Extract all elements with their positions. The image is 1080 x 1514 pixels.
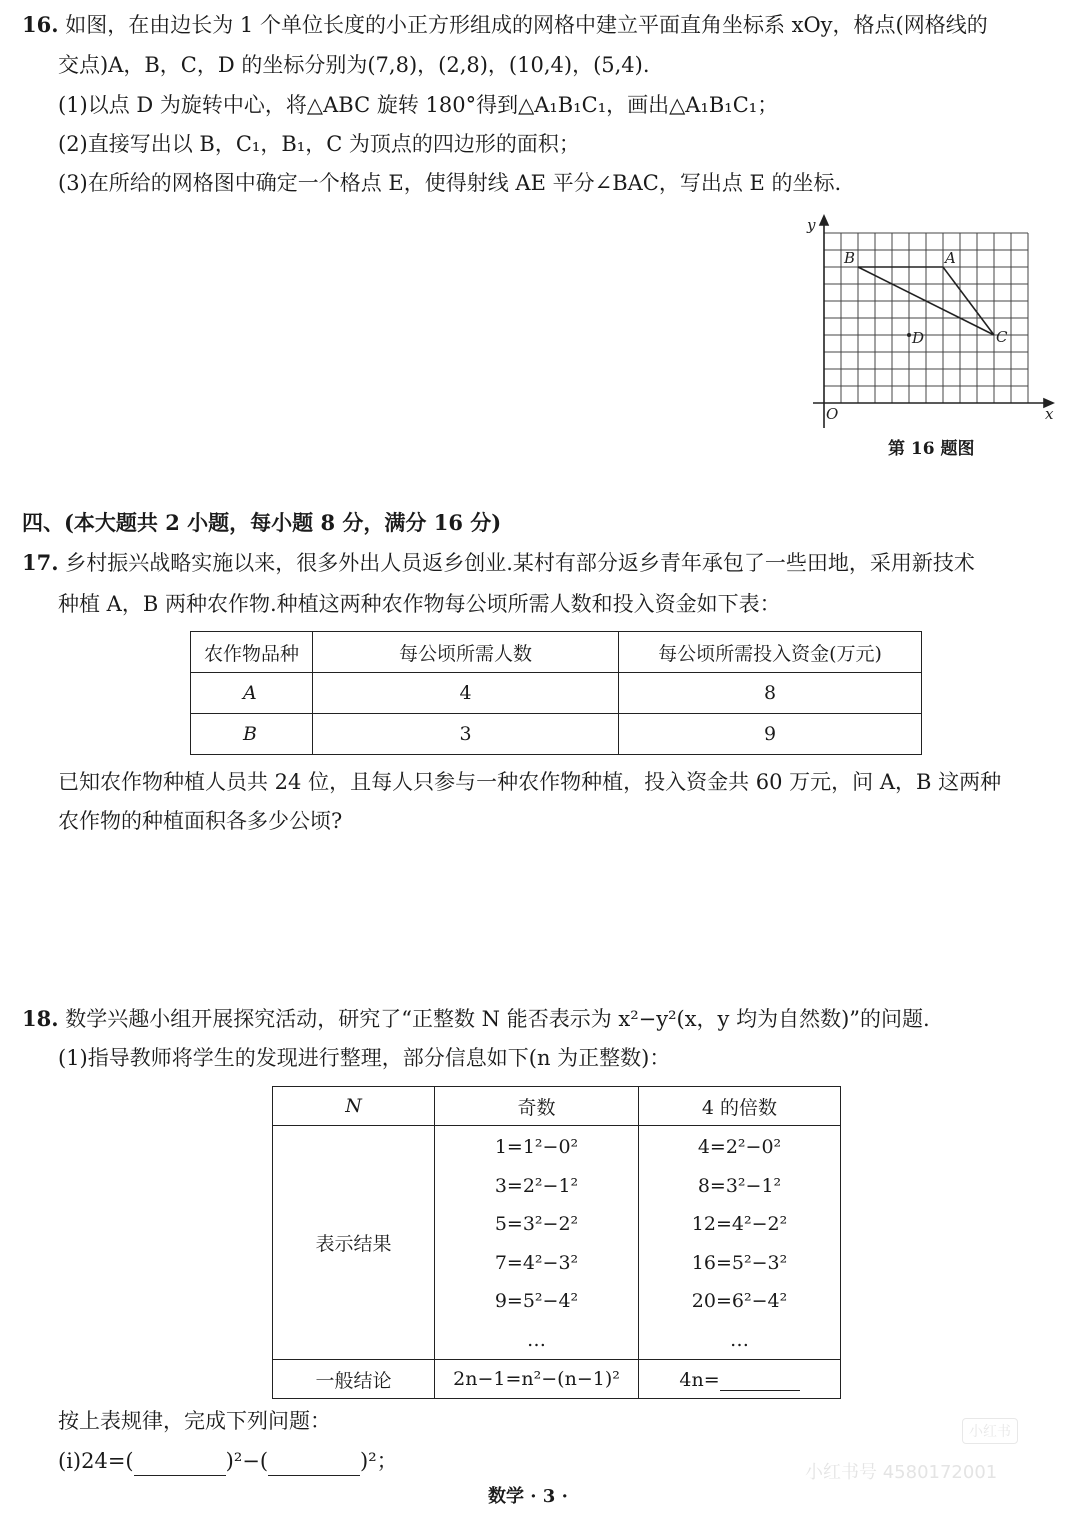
- q18-sub-i: [58, 1446, 398, 1476]
- q17-row-a-funds: 8: [619, 673, 922, 714]
- q16-line2: 交点)A，B，C，D 的坐标分别为(7,8)，(2,8)，(10,4)，(5,4).: [58, 53, 650, 77]
- q17-header-funds: 每公顷所需投入资金(万元): [619, 632, 922, 673]
- list-item: 8=3²−1²: [697, 1174, 782, 1197]
- q18-sub-i-suffix: )²；: [360, 1449, 398, 1473]
- table-row: [273, 1087, 841, 1126]
- point-label-b: B: [844, 249, 856, 267]
- q18-table: [272, 1086, 841, 1399]
- q16-part1: (1)以点 D 为旋转中心，将△ABC 旋转 180°得到△A₁B₁C₁，画出△A₁B₁C₁；: [58, 93, 779, 117]
- q18-conclusion-mult4: [639, 1360, 841, 1399]
- q18-sub-i-mid: )²−(: [225, 1449, 269, 1473]
- q17-after1: 已知农作物种植人员共 24 位，且每人只参与一种农作物种植，投入资金共 60 万元，问 A，B 这两种: [58, 770, 1002, 794]
- table-row: [191, 673, 922, 714]
- list-item: 9=5²−4²: [494, 1290, 579, 1312]
- list-item: 20=6²−4²: [691, 1290, 788, 1312]
- q16-text1: 如图，在由边长为 1 个单位长度的小正方形组成的网格中建立平面直角坐标系 xOy，格点(网格线的: [65, 13, 988, 37]
- list-item: 1=1²−0²: [494, 1136, 579, 1158]
- q18-number: 18.: [22, 1006, 59, 1031]
- list-item: 3=2²−1²: [494, 1174, 579, 1197]
- list-item: 7=4²−3²: [494, 1251, 579, 1274]
- q18-sub-i-prefix: (ⅰ)24=(: [58, 1449, 134, 1473]
- q16-figure-caption: 第 16 题图: [888, 439, 975, 459]
- list-item: 4=2²−0²: [697, 1136, 782, 1158]
- q18-conclusion-odd: 2n−1=n²−(n−1)²: [435, 1360, 639, 1399]
- q17-header-people: 每公顷所需人数: [313, 632, 619, 673]
- watermark-text: 小红书号 4580172001: [805, 1462, 998, 1483]
- table-row: [191, 632, 922, 673]
- q18-header-odd: 奇数: [435, 1087, 639, 1126]
- q17-number: 17.: [22, 550, 59, 575]
- q18-odd-results: [435, 1126, 639, 1360]
- q18-header-n: N: [273, 1087, 435, 1126]
- list-item: 12=4²−2²: [691, 1213, 788, 1235]
- q17-header-crop: 农作物品种: [191, 632, 313, 673]
- q18-line1: [22, 1004, 930, 1034]
- q18-conclusion-mult4-text: 4n=: [679, 1368, 720, 1391]
- y-axis-label: y: [807, 216, 816, 234]
- section4-heading: 四、(本大题共 2 小题，每小题 8 分，满分 16 分): [22, 510, 502, 535]
- q17-row-b-funds: 9: [619, 714, 922, 755]
- list-item: …: [730, 1328, 749, 1351]
- q16-number: 16.: [22, 12, 59, 37]
- q16-part2: (2)直接写出以 B，C₁，B₁，C 为顶点的四边形的面积；: [58, 132, 580, 156]
- q16-part3: (3)在所给的网格图中确定一个格点 E，使得射线 AE 平分∠BAC，写出点 E 的坐标.: [58, 171, 842, 195]
- q17-line1: [22, 548, 975, 578]
- point-label-c: C: [996, 328, 1008, 346]
- q16-grid-figure: [805, 210, 1070, 435]
- q18-part1: (1)指导教师将学生的发现进行整理，部分信息如下(n 为正整数)：: [58, 1046, 671, 1070]
- point-label-a: A: [945, 249, 956, 267]
- q18-mult4-results: [639, 1126, 841, 1360]
- list-item: 16=5²−3²: [691, 1251, 788, 1274]
- q17-line2: 种植 A，B 两种农作物.种植这两种农作物每公顷所需人数和投入资金如下表：: [58, 592, 781, 616]
- origin-label: O: [826, 405, 839, 423]
- x-axis-label: x: [1045, 405, 1054, 423]
- q17-row-b-people: 3: [313, 714, 619, 755]
- q18-follow: 按上表规律，完成下列问题：: [58, 1409, 331, 1433]
- list-item: …: [527, 1328, 546, 1351]
- q18-sub-i-blank1[interactable]: [134, 1453, 226, 1476]
- y-axis-arrow-icon: [820, 216, 828, 225]
- q18-conclusion-blank[interactable]: [720, 1368, 800, 1391]
- table-row: [273, 1360, 841, 1399]
- q17-after2: 农作物的种植面积各多少公顷?: [58, 809, 343, 833]
- q18-conclusion-label: 一般结论: [273, 1360, 435, 1399]
- page-footer: 数学 · 3 ·: [488, 1486, 568, 1507]
- q17-text1: 乡村振兴战略实施以来，很多外出人员返乡创业.某村有部分返乡青年承包了一些田地，采用新技术: [65, 551, 975, 575]
- table-row: [191, 714, 922, 755]
- point-d-dot: [907, 333, 911, 337]
- table-row: [273, 1126, 841, 1360]
- q17-table: [190, 631, 922, 755]
- q17-row-a-name: A: [191, 673, 313, 714]
- q18-row-label-results: 表示结果: [273, 1126, 435, 1360]
- q18-sub-i-blank2[interactable]: [268, 1453, 360, 1476]
- point-label-d: D: [912, 329, 925, 347]
- q17-row-b-name: B: [191, 714, 313, 755]
- watermark-badge: 小红书: [962, 1418, 1018, 1444]
- q18-text1: 数学兴趣小组开展探究活动，研究了“正整数 N 能否表示为 x²−y²(x，y 均为自然数)”的问题.: [65, 1007, 930, 1031]
- q18-header-mult4: 4 的倍数: [639, 1087, 841, 1126]
- q17-row-a-people: 4: [313, 673, 619, 714]
- q16-line1: [22, 10, 988, 40]
- list-item: 5=3²−2²: [494, 1213, 579, 1235]
